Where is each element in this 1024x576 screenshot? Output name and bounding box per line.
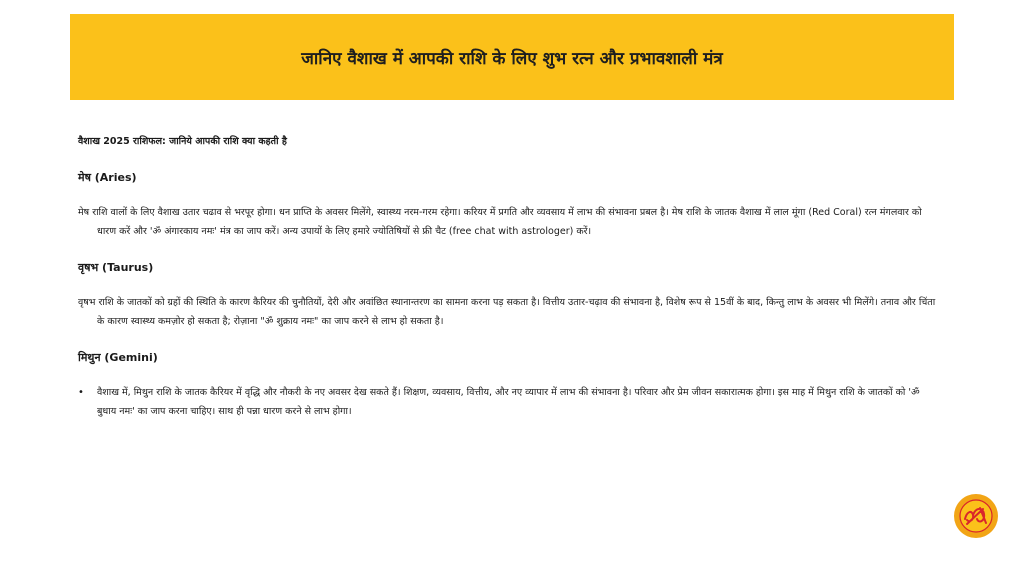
om-astro-logo-icon	[953, 493, 999, 539]
section-text-gemini: वैशाख में, मिथुन राशि के जातक कैरियर में वृद्धि और नौकरी के नए अवसर देख सकते हैं। शिक्षण, व्यवसाय, वित्तीय, और नए व्यापार में लाभ की संभावना है। परिवार और प्रेम जीवन सकारात्मक होगा। इस माह में मिथुन राशि के जातकों को 'ॐ बुधाय नमः' का जाप करना चाहिए। साथ ही पन्ना धारण करने से लाभ होगा।	[97, 387, 920, 417]
title-banner	[70, 14, 954, 100]
section-text-aries: मेष राशि वालों के लिए वैशाख उतार चढाव से भरपूर होगा। धन प्राप्ति के अवसर मिलेंगे, स्वास्थ्य नरम-गरम रहेगा। करियर में प्रगति और व्यवसाय में लाभ की संभावना प्रबल है। मेष राशि के जातक वैशाख में लाल मूंगा (Red Coral) रत्न मंगलवार को धारण करें और 'ॐ अंगारकाय नमः' मंत्र का जाप करें। अन्य उपायों के लिए हमारे ज्योतिषियों से फ्री चैट (free chat with astrologer) करें।	[78, 207, 922, 237]
main-content	[78, 132, 938, 438]
section-heading-taurus: वृषभ (Taurus)	[78, 261, 154, 274]
section-text-taurus: वृषभ राशि के जातकों को ग्रहों की स्थिति के कारण कैरियर की चुनौतियों, देरी और अवांछित स्थानान्तरण का सामना करना पड़ सकता है। वित्तीय उतार-चढ़ाव की संभावना है, विशेष रूप से 15वीं के बाद, किन्तु लाभ के अवसर भी मिलेंगे। तनाव और चिंता के कारण स्वास्थ्य कमज़ोर हो सकता है; रोज़ाना "ॐ शुक्राय नमः" का जाप करने से लाभ हो सकता है।	[78, 297, 936, 327]
list-item	[78, 383, 938, 421]
section-heading-aries: मेष (Aries)	[78, 171, 137, 184]
subtitle: वैशाख 2025 राशिफल: जानिये आपकी राशि क्या कहती है	[78, 136, 287, 147]
section-heading-gemini: मिथुन (Gemini)	[78, 351, 158, 364]
bullet-icon: •	[78, 387, 84, 398]
page-title: जानिए वैशाख में आपकी राशि के लिए शुभ रत्न और प्रभावशाली मंत्र	[301, 48, 723, 69]
